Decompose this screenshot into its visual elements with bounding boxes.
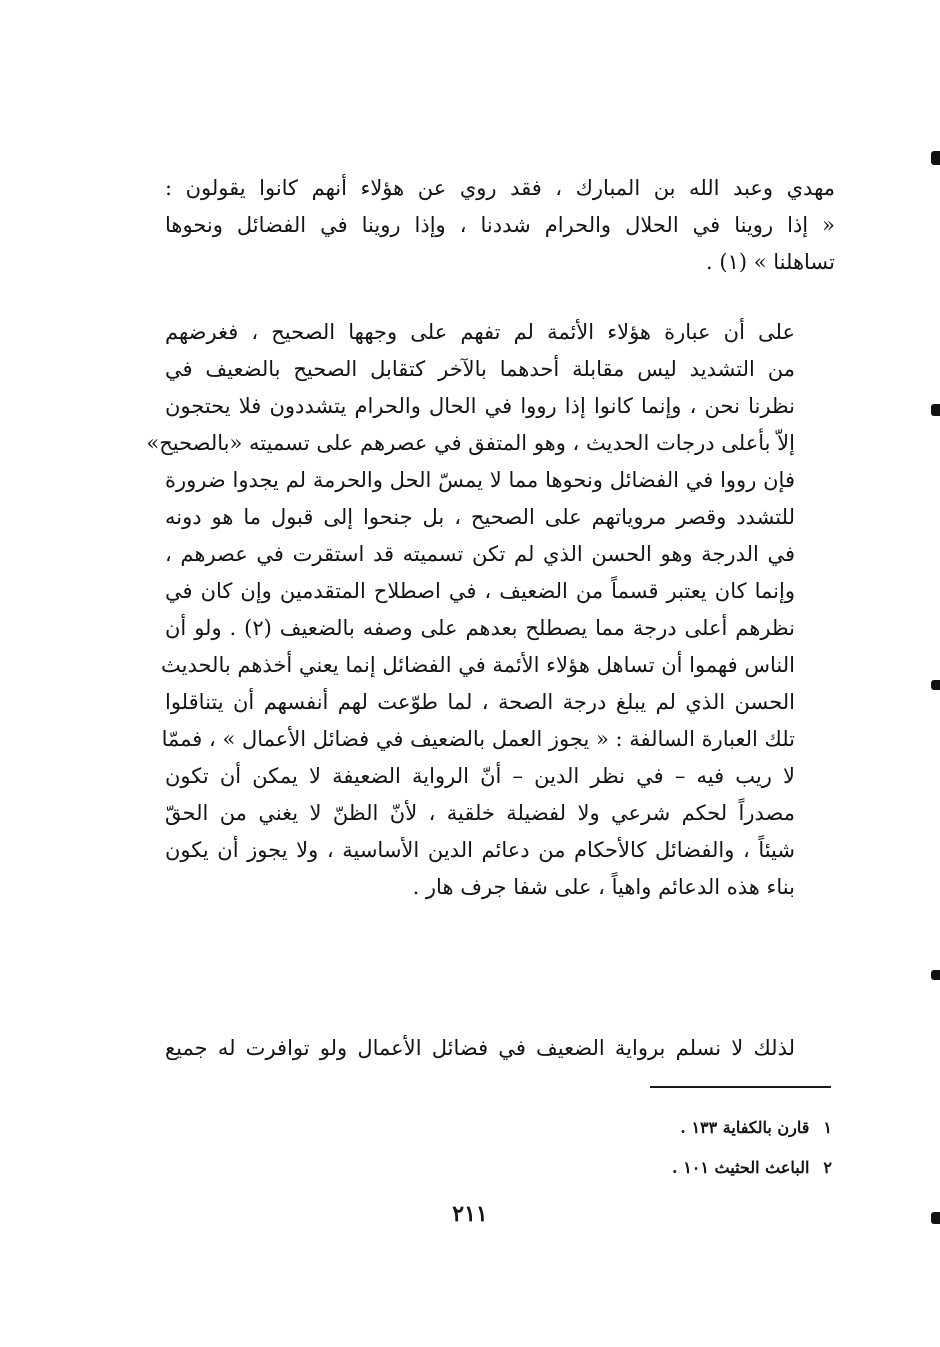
text-line: للتشدد وقصر مروياتهم على الصحيح ، بل جنحوا إلى قبول ما هو دونه bbox=[165, 505, 795, 529]
text-line: إلاّ بأعلى درجات الحديث ، وهو المتفق في عصرهم على تسميته «بالصحيح» bbox=[146, 431, 795, 455]
text-line: مصدراً لحكم شرعي ولا لفضيلة خلقية ، لأنّ الظنّ لا يغني من الحقّ bbox=[165, 801, 795, 825]
text-line: نظرنا نحن ، وإنما كانوا إذا رووا في الحال والحرام يتشددون فلا يحتجون bbox=[165, 394, 795, 418]
text-line: فإن رووا في الفضائل ونحوها مما لا يمسّ الحل والحرمة لم يجدوا ضرورة bbox=[165, 468, 795, 492]
text-line: نظرهم أعلى درجة مما يصطلح بعدهم على وصفه بالضعيف (٢) . ولو أن bbox=[165, 616, 795, 640]
text-line: شيئاً ، والفضائل كالأحكام من دعائم الدين الأساسية ، ولا يجوز أن يكون bbox=[165, 838, 795, 862]
text-line: في الدرجة وهو الحسن الذي لم تكن تسميته قد استقرت في عصرهم ، bbox=[165, 542, 795, 566]
footnote-text: الباعث الحثيث ١٠١ . bbox=[672, 1158, 810, 1177]
paragraph-3 bbox=[165, 1030, 835, 1067]
footnote-number: ١ bbox=[823, 1118, 832, 1137]
text-line: لذلك لا نسلم برواية الضعيف في فضائل الأعمال ولو توافرت له جميع bbox=[165, 1036, 795, 1060]
text-line: بناء هذه الدعائم واهياً ، على شفا جرف هار . bbox=[412, 875, 795, 899]
text-line: « إذا روينا في الحلال والحرام شددنا ، وإذا روينا في الفضائل ونحوها bbox=[165, 213, 835, 237]
text-line: تلك العبارة السالفة : « يجوز العمل بالضعيف في فضائل الأعمال » ، فممّا bbox=[161, 727, 795, 751]
paragraph-1 bbox=[165, 170, 835, 281]
text-line: تساهلنا » (١) . bbox=[706, 250, 835, 274]
footnote-1 bbox=[672, 1108, 832, 1148]
footnote-2 bbox=[672, 1148, 832, 1188]
scan-edge-mark bbox=[931, 970, 940, 980]
paragraph-2 bbox=[146, 314, 835, 906]
text-line: الحسن الذي لم يبلغ درجة الصحة ، لما طوّعت لهم أنفسهم أن يتناقلوا bbox=[165, 690, 795, 714]
footnote-text: قارن بالكفاية ١٣٣ . bbox=[680, 1118, 810, 1137]
footnotes bbox=[672, 1108, 832, 1188]
scan-edge-mark bbox=[931, 404, 940, 416]
text-line: الناس فهموا أن تساهل هؤلاء الأئمة في الفضائل إنما يعني أخذهم بالحديث bbox=[161, 653, 795, 677]
footnote-number: ٢ bbox=[823, 1158, 832, 1177]
scan-edge-mark bbox=[931, 680, 940, 690]
text-line: وإنما كان يعتبر قسماً من الضعيف ، في اصطلاح المتقدمين وإن كان في bbox=[165, 579, 795, 603]
page-number: ٢١١ bbox=[452, 1201, 488, 1227]
scan-edge-mark bbox=[931, 151, 940, 165]
text-line: من التشديد ليس مقابلة أحدهما بالآخر كتقابل الصحيح بالضعيف في bbox=[165, 357, 795, 381]
text-line: لا ريب فيه – في نظر الدين – أنّ الرواية الضعيفة لا يمكن أن تكون bbox=[165, 764, 795, 788]
footnote-separator bbox=[650, 1086, 831, 1088]
text-line: على أن عبارة هؤلاء الأئمة لم تفهم على وجهها الصحيح ، فغرضهم bbox=[165, 320, 795, 344]
text-line: مهدي وعبد الله بن المبارك ، فقد روي عن هؤلاء أنهم كانوا يقولون : bbox=[165, 176, 835, 200]
